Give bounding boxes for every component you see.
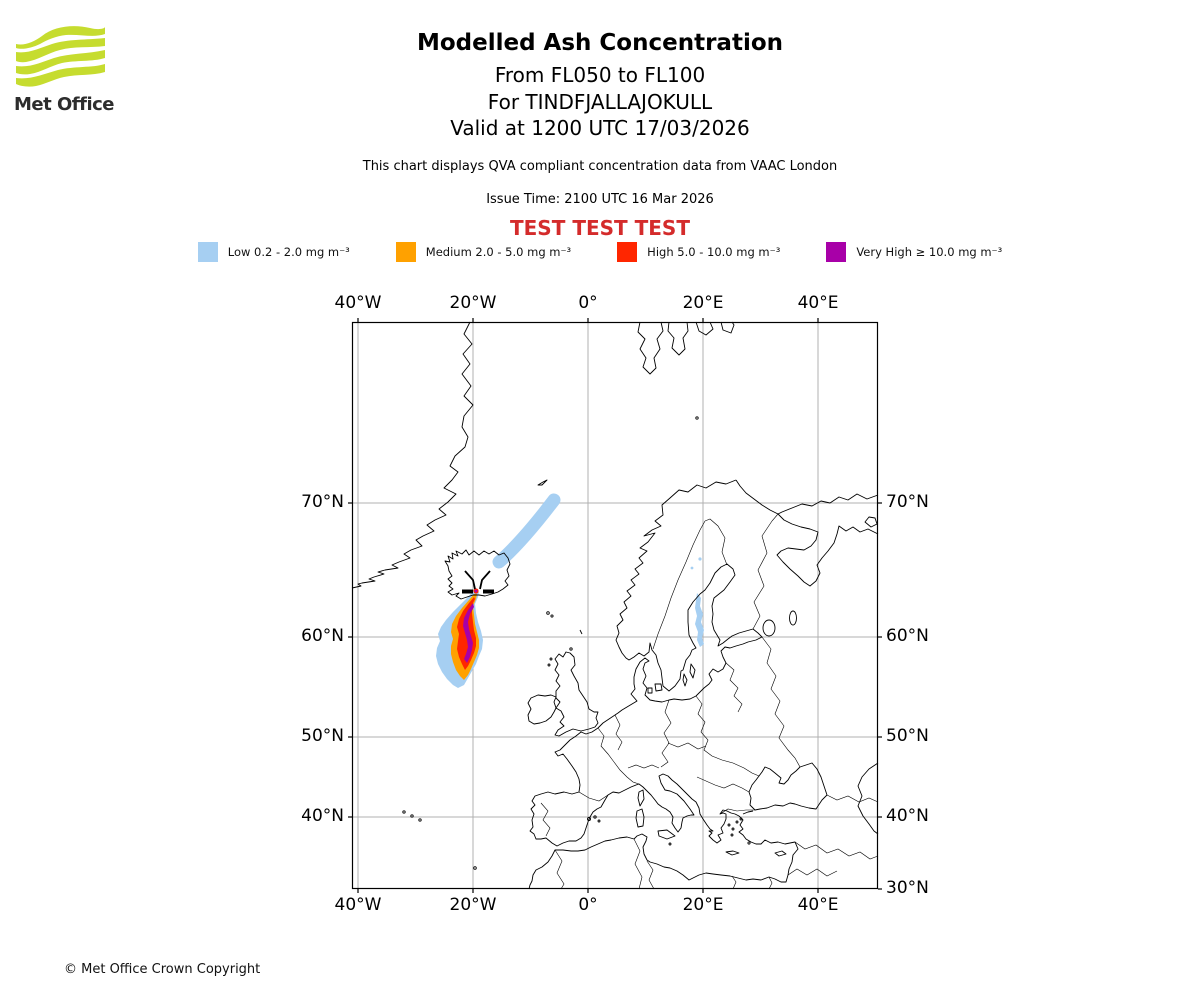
coast-aegean-island (731, 834, 733, 836)
coast-crete (726, 851, 739, 855)
coast-aegean-island (728, 824, 730, 826)
legend-item-very-high (826, 242, 1002, 262)
coast-corsica (638, 790, 644, 806)
coast-cyprus (775, 851, 786, 856)
flight-levels-subtitle: From FL050 to FL100 (494, 63, 706, 87)
tick-label-left-40°N: 40°N (301, 806, 344, 826)
ash-very-high-vent-dot (475, 590, 478, 593)
legend-swatch-high (617, 242, 637, 262)
coast-balearics (598, 820, 600, 822)
coast-rhodes (748, 842, 750, 844)
graticule (352, 322, 878, 889)
tick-label-bottom-0°: 0° (578, 895, 598, 915)
coast-barents (736, 480, 778, 514)
tick-label-top-0°: 0° (578, 293, 598, 313)
coast-aegean-island (740, 818, 742, 820)
coast-aegean-island (736, 821, 738, 823)
lake-ladoga (763, 620, 775, 636)
tick-label-left-60°N: 60°N (301, 626, 344, 646)
coast-bear-island (696, 417, 698, 419)
coast-azores (419, 819, 421, 821)
coast-kola-white-sea (777, 494, 878, 586)
test-banner: TEST TEST TEST (510, 216, 690, 240)
coast-svalbard (668, 322, 688, 355)
tick-label-right-50°N: 50°N (886, 726, 929, 746)
coast-faroes (551, 615, 553, 617)
country-borders (541, 514, 878, 889)
legend-swatch-very-high (826, 242, 846, 262)
coast-marmara (743, 811, 753, 814)
legend-label-low: Low 0.2 - 2.0 mg m⁻³ (227, 245, 350, 259)
axis-ticks (348, 318, 882, 893)
coast-scandinavia-europe (530, 480, 762, 846)
legend (0, 242, 1200, 262)
coast-hebrides (550, 658, 552, 660)
tick-label-top-20°E: 20°E (682, 293, 724, 313)
volcano-subtitle: For TINDFJALLAJOKULL (487, 90, 713, 114)
legend-item-high (617, 242, 780, 262)
coast-azores (403, 811, 405, 813)
coast-madeira (474, 867, 477, 870)
legend-swatch-low (198, 242, 218, 262)
legend-swatch-medium (396, 242, 416, 262)
ash-low-northeast-streak (499, 500, 554, 562)
met-office-logo-text: Met Office (14, 94, 115, 115)
coast-svalbard (696, 322, 713, 335)
coast-faroes (547, 612, 550, 615)
coast-hebrides (548, 664, 550, 666)
coast-black-sea (749, 763, 827, 810)
coast-shetland (580, 630, 582, 634)
lake-onega (790, 611, 797, 625)
coast-sicily (658, 830, 675, 839)
tick-label-bottom-40°E: 40°E (797, 895, 839, 915)
coast-jan-mayen (538, 480, 547, 485)
tick-label-bottom-40°W: 40°W (334, 895, 382, 915)
coast-svalbard (721, 322, 734, 333)
coast-kolguyev (865, 517, 877, 527)
legend-item-low (198, 242, 350, 262)
legend-label-high: High 5.0 - 10.0 mg m⁻³ (647, 245, 781, 259)
coast-greenland (352, 322, 473, 588)
ash-low-speck (698, 557, 701, 560)
legend-item-medium (396, 242, 571, 262)
ash-low-speck (691, 567, 694, 570)
coast-great-britain (555, 652, 598, 736)
tick-label-top-40°W: 40°W (334, 293, 382, 313)
tick-label-bottom-20°W: 20°W (449, 895, 497, 915)
coast-oland (683, 674, 687, 686)
coast-denmark-zealand (655, 684, 662, 691)
tick-label-right-60°N: 60°N (886, 626, 929, 646)
coast-turkey-levant-africa (529, 816, 798, 889)
tick-label-left-70°N: 70°N (301, 492, 344, 512)
legend-label-medium: Medium 2.0 - 5.0 mg m⁻³ (425, 245, 572, 259)
coastlines (352, 322, 878, 889)
tick-label-right-40°N: 40°N (886, 806, 929, 826)
coast-aegean-island (732, 828, 734, 830)
issue-time: Issue Time: 2100 UTC 16 Mar 2026 (486, 192, 714, 207)
coast-azores (411, 815, 413, 817)
tick-label-top-40°E: 40°E (797, 293, 839, 313)
page-title: Modelled Ash Concentration (416, 30, 784, 56)
coast-sardinia (636, 809, 644, 827)
coast-svalbard (638, 322, 663, 374)
map (301, 293, 929, 915)
tick-label-left-50°N: 50°N (301, 726, 344, 746)
coast-ireland (528, 695, 556, 724)
volcano-marker (462, 571, 494, 592)
map-frame (353, 323, 878, 889)
tick-label-right-30°N: 30°N (886, 878, 929, 898)
coast-denmark-funen (648, 688, 652, 693)
coast-malta (669, 843, 671, 845)
tick-label-top-20°W: 20°W (449, 293, 497, 313)
ash-cloud-layers (436, 500, 704, 688)
valid-time-subtitle: Valid at 1200 UTC 17/03/2026 (450, 116, 750, 140)
tick-label-right-70°N: 70°N (886, 492, 929, 512)
legend-label-very-high: Very High ≥ 10.0 mg m⁻³ (856, 245, 1003, 259)
map-canvas (352, 322, 878, 889)
coast-orkney (570, 648, 572, 650)
qva-description: This chart displays QVA compliant concentration data from VAAC London (362, 159, 838, 174)
tick-label-bottom-20°E: 20°E (682, 895, 724, 915)
coast-gotland (690, 664, 695, 678)
copyright-notice: © Met Office Crown Copyright (64, 962, 261, 977)
